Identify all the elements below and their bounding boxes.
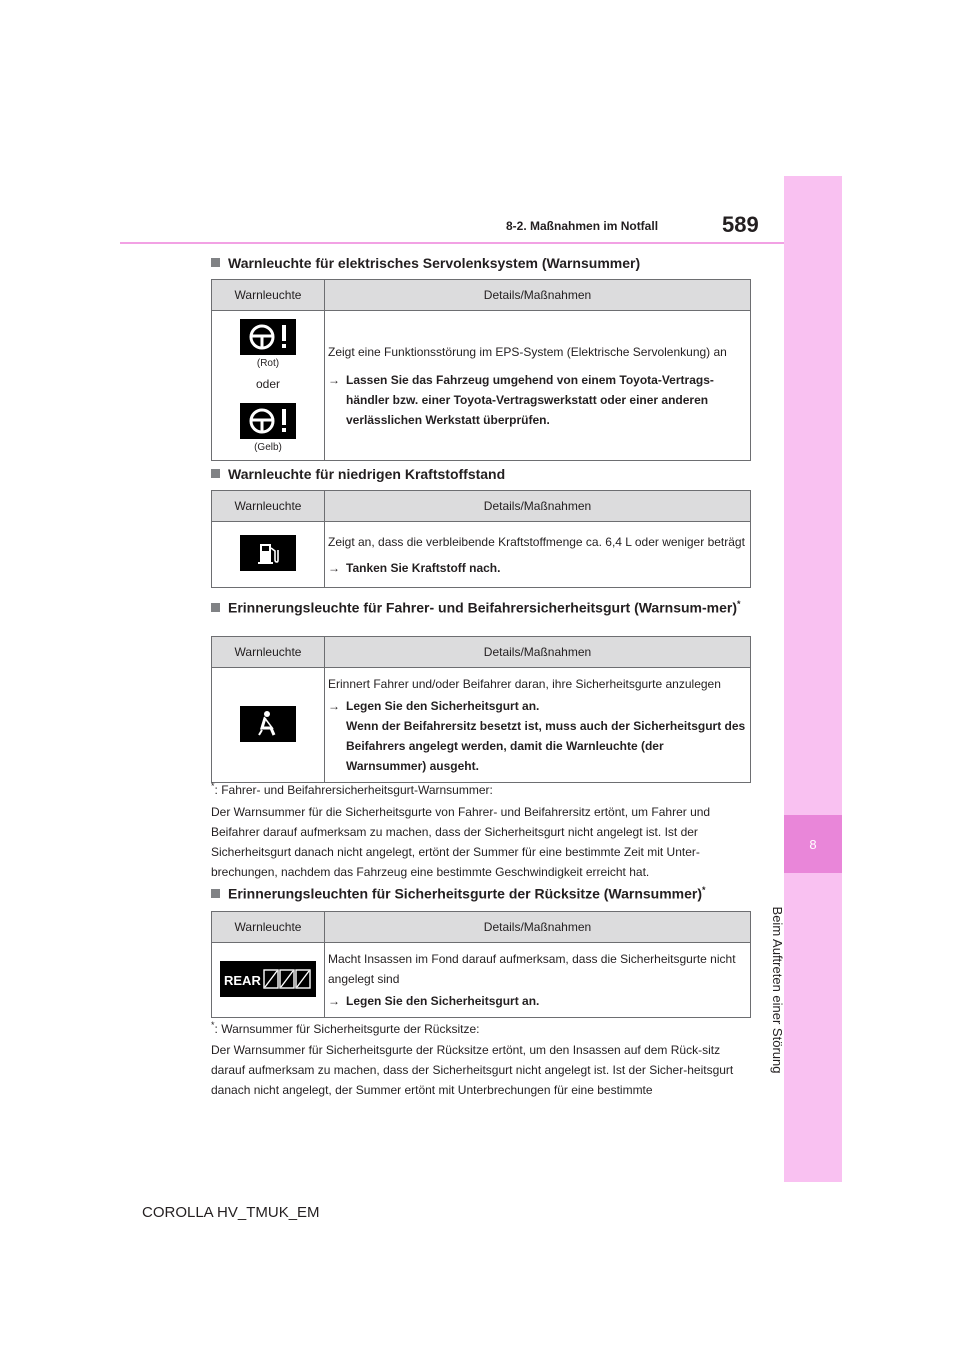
front-belt-icon-cell — [212, 668, 325, 783]
front-belt-action-extra: Wenn der Beifahrersitz besetzt ist, muss auch der Sicherheitsgurt des Beifahrers angelegt werden, damit die Warnleuchte (der Warnsummer) ausgeht. — [346, 719, 746, 773]
col-header-details: Details/Maßnahmen — [325, 912, 751, 943]
footnote-rear-belt: *: Warnsummer für Sicherheitsgurte der Rücksitze: — [211, 1020, 480, 1036]
heading-eps: Warnleuchte für elektrisches Servolenksystem (Warnsummer) — [211, 255, 640, 271]
fuel-icon-cell — [212, 522, 325, 588]
eps-icon-cell — [212, 311, 325, 461]
heading-fuel: Warnleuchte für niedrigen Kraftstoffstand — [211, 466, 505, 482]
eps-description: Zeigt eine Funktionsstörung im EPS-System (Elektrische Servolenkung) an — [328, 344, 727, 359]
heading-front-belt: Erinnerungsleuchte für Fahrer- und Beifahrersicherheitsgurt (Warnsum-mer)* — [211, 594, 741, 618]
eps-warning-icon-yellow — [240, 403, 296, 439]
paragraph-front-belt: Der Warnsummer für die Sicherheitsgurte von Fahrer- und Beifahrersitz ertönt, um Fahrer und Beifahrer darauf aufmerksam zu machen, dass der Sicherheitsgurt nicht angelegt ist. Ist der Sicherheitsgurt danach nicht angelegt, ertönt der Summer für eine bestimmte Zeit mit Unter-brechungen, nachdem das Fahrzeug eine bestimmte Geschwindigkeit erreicht hat. — [211, 805, 711, 879]
footnote-front-belt: *: Fahrer- und Beifahrersicherheitsgurt-Warnsummer: — [211, 781, 493, 797]
col-header-details: Details/Maßnahmen — [325, 491, 751, 522]
svg-text:REAR: REAR — [224, 972, 261, 988]
square-bullet-icon — [211, 603, 220, 612]
fuel-pump-icon — [240, 535, 296, 571]
fuel-description: Zeigt an, dass die verbleibende Kraftstoffmenge ca. 6,4 L oder weniger beträgt — [328, 534, 745, 549]
chapter-number: 8 — [784, 815, 842, 873]
square-bullet-icon — [211, 889, 220, 898]
fuel-details — [325, 522, 751, 588]
rear-belt-details — [325, 943, 751, 1018]
square-bullet-icon — [211, 258, 220, 267]
front-belt-details — [325, 668, 751, 783]
col-header-details: Details/Maßnahmen — [325, 637, 751, 668]
rear-belt-icon-cell — [212, 943, 325, 1018]
rear-belt-table — [211, 911, 751, 1018]
heading-rear-belt: Erinnerungsleuchten für Sicherheitsgurte der Rücksitze (Warnsummer)* — [211, 885, 706, 902]
chapter-tab-band — [784, 176, 842, 1182]
col-header-details: Details/Maßnahmen — [325, 280, 751, 311]
rear-belt-description: Macht Insassen im Fond darauf aufmerksam, dass die Sicherheitsgurte nicht angelegt sind — [328, 952, 736, 986]
rear-seatbelt-reminder-icon — [220, 961, 316, 997]
col-header-icon: Warnleuchte — [212, 280, 325, 311]
icon-yellow-label: (Gelb) — [254, 441, 282, 453]
arrow-icon: → — [328, 699, 340, 713]
col-header-icon: Warnleuchte — [212, 491, 325, 522]
col-header-icon: Warnleuchte — [212, 637, 325, 668]
col-header-icon: Warnleuchte — [212, 912, 325, 943]
front-belt-description: Erinnert Fahrer und/oder Beifahrer daran, ihre Sicherheitsgurte anzulegen — [328, 677, 721, 691]
footer-model: COROLLA HV_TMUK_EM — [142, 1204, 320, 1221]
icon-red-label: (Rot) — [256, 357, 280, 369]
section-title: 8-2. Maßnahmen im Notfall — [506, 219, 659, 233]
page-number: 589 — [722, 212, 759, 237]
arrow-icon: → — [328, 372, 340, 387]
header-divider — [120, 242, 784, 244]
fuel-action: → Tanken Sie Kraftstoff nach. — [328, 558, 746, 578]
or-label: oder — [255, 376, 281, 391]
arrow-icon: → — [328, 994, 340, 1008]
eps-details — [325, 311, 751, 461]
arrow-icon: → — [328, 560, 340, 575]
rear-belt-action: → Legen Sie den Sicherheitsgurt an. — [328, 991, 746, 1011]
front-belt-table — [211, 636, 751, 783]
seatbelt-reminder-icon — [240, 706, 296, 742]
paragraph-rear-belt: Der Warnsummer für Sicherheitsgurte der Rücksitze ertönt, um den Insassen auf dem Rück-sitz darauf aufmerksam zu machen, dass der Sicherheitsgurt nicht angelegt ist. Ist der Sicher-heitsgurt danach nicht angelegt, der Summer ertönt mit Unterbrechungen für eine bestimmte — [211, 1043, 734, 1097]
front-belt-action: → Legen Sie den Sicherheitsgurt an. — [328, 696, 746, 716]
square-bullet-icon — [211, 469, 220, 478]
chapter-label: Beim Auftreten einer Störung — [770, 906, 785, 1074]
eps-warning-icon-red — [240, 319, 296, 355]
eps-action: → Lassen Sie das Fahrzeug umgehend von einem Toyota-Vertrags-händler bzw. einer Toyota-Vertragswerkstatt oder einer anderen verlässlichen Werkstatt überprüfen. — [328, 370, 746, 430]
eps-table — [211, 279, 751, 461]
fuel-table — [211, 490, 751, 588]
